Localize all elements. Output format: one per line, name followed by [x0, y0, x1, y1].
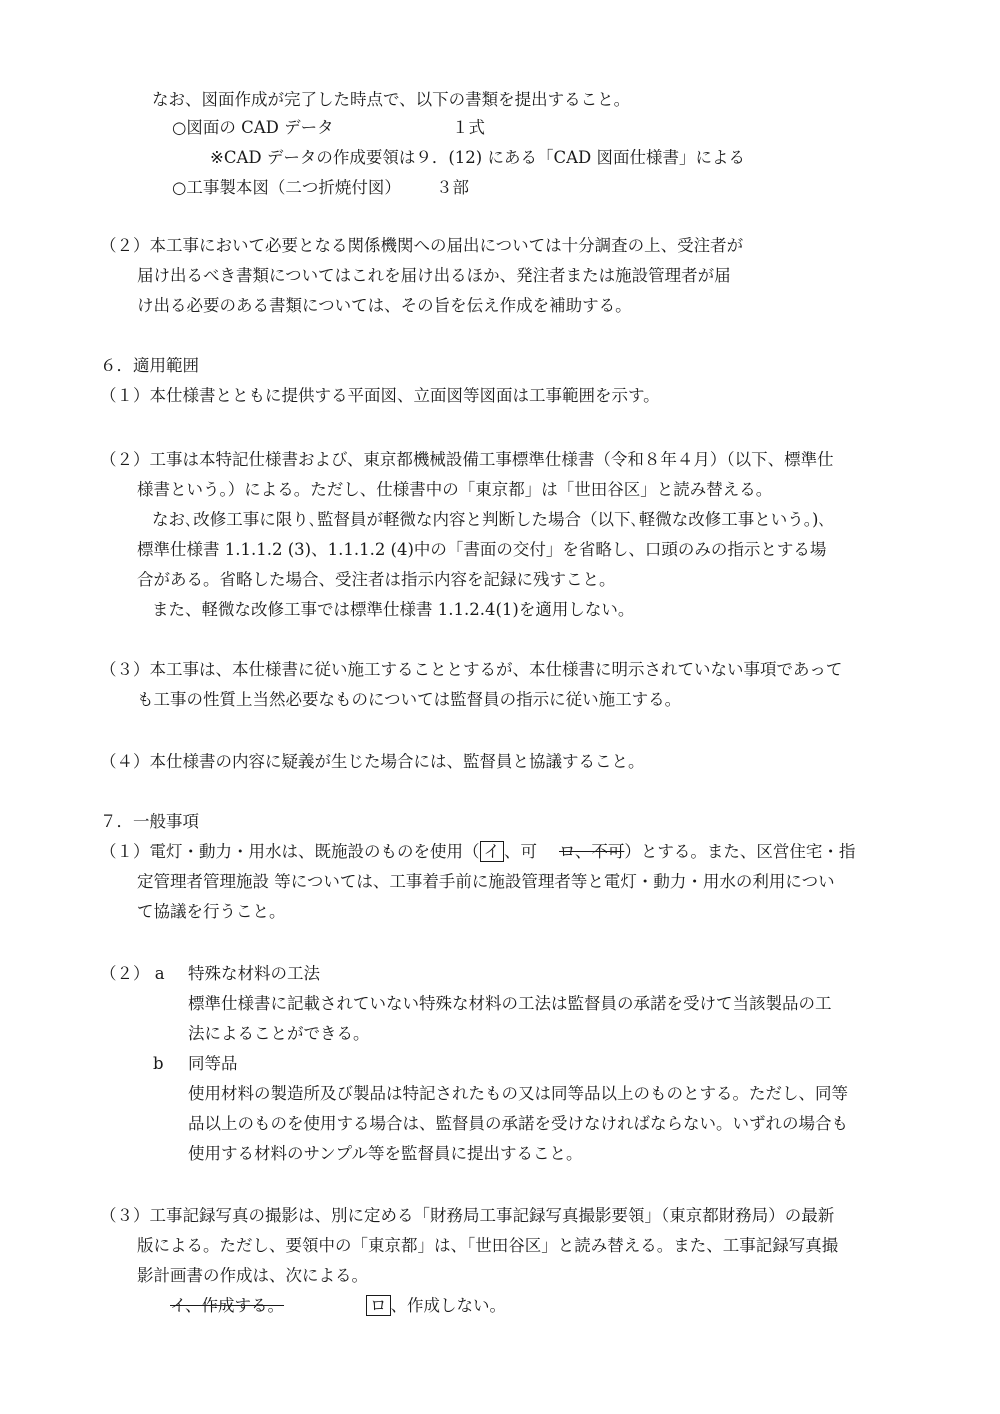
photo-plan-option-ro	[366, 1294, 506, 1318]
sec6-item2-line5: 合がある。省略した場合、受注者は指示内容を記録に残すこと。	[137, 570, 616, 589]
sec6-item2-line2: 様書という。）による。ただし、仕様書中の「東京都」は「世田谷区」と読み替える。	[137, 480, 773, 499]
sec7-item3-line2: 版による。ただし、要領中の「東京都」は、「世田谷区」と読み替える。また、工事記録写真撮	[137, 1236, 839, 1255]
option-ro-struck: ロ、不可	[559, 842, 625, 861]
photo-plan-option-i-struck: イ、作成する。	[170, 1296, 285, 1315]
sec7-item1-line3: て協議を行うこと。	[137, 902, 286, 921]
sec6-item1: （１）本仕様書とともに提供する平面図、立面図等図面は工事範囲を示す。	[100, 386, 660, 405]
bound-drawings-qty: ３部	[436, 178, 469, 197]
equivalent-marker: b	[153, 1054, 164, 1073]
cad-data-note: ※CAD データの作成要領は９．(12) にある「CAD 図面仕様書」による	[210, 148, 745, 167]
equivalent-line1: 使用材料の製造所及び製品は特記されたもの又は同等品以上のものとする。ただし、同等	[188, 1084, 848, 1103]
sec6-item4: （４）本仕様書の内容に疑義が生じた場合には、監督員と協議すること。	[100, 752, 645, 771]
equivalent-line2: 品以上のものを使用する場合は、監督員の承諾を受けなければならない。いずれの場合も	[188, 1114, 848, 1133]
option-ro-tail: 、作成しない。	[390, 1296, 506, 1315]
bound-drawings-label: ○工事製本図（二つ折焼付図）	[172, 178, 401, 197]
sec7-item3-line3: 影計画書の作成は、次による。	[137, 1266, 368, 1285]
option-i-tail: 、可	[504, 842, 537, 861]
section7-heading: ７．一般事項	[100, 812, 199, 831]
item2-line1: （２）本工事において必要となる関係機関への届出については十分調査の上、受注者が	[100, 236, 744, 255]
sec7-item3-line1: （３）工事記録写真の撮影は、別に定める「財務局工事記録写真撮影要領」（東京都財務局）の最新	[100, 1206, 835, 1225]
sec6-item3-line1: （３）本工事は、本仕様書に従い施工することとするが、本仕様書に明示されていない事項であって	[100, 660, 843, 679]
special-materials-line2: 法によることができる。	[188, 1024, 370, 1043]
sec6-item3-line2: も工事の性質上当然必要なものについては監督員の指示に従い施工する。	[137, 690, 682, 709]
option-i-selected: イ	[480, 841, 505, 862]
equivalent-title: 同等品	[188, 1054, 238, 1073]
option-ro-selected: ロ	[366, 1295, 391, 1316]
sec7-item1-line2: 定管理者管理施設 等については、工事着手前に施設管理者等と電灯・動力・用水の利用につい	[137, 872, 835, 891]
item2-line2: 届け出るべき書類についてはこれを届け出るほか、発注者または施設管理者が届	[137, 266, 731, 285]
section6-heading: ６．適用範囲	[100, 356, 199, 375]
sec6-item2-line1: （２）工事は本特記仕様書および、東京都機械設備工事標準仕様書（令和８年４月）（以下、標準仕	[100, 450, 834, 469]
item2-line3: け出る必要のある書類については、その旨を伝え作成を補助する。	[137, 296, 632, 315]
cad-data-label: ○図面の CAD データ	[172, 118, 334, 137]
sec6-item2-line4: 標準仕様書 1.1.1.2 (3)、1.1.1.2 (4)中の「書面の交付」を省略し、口頭のみの指示とする場	[137, 540, 827, 559]
intro-note: なお、図面作成が完了した時点で、以下の書類を提出すること。	[152, 90, 631, 109]
equivalent-line3: 使用する材料のサンプル等を監督員に提出すること。	[188, 1144, 583, 1163]
sec6-item2-line3: なお､改修工事に限り､監督員が軽微な内容と判断した場合（以下､軽微な改修工事という｡)､	[152, 510, 827, 529]
special-materials-line1: 標準仕様書に記載されていない特殊な材料の工法は監督員の承諾を受けて当該製品の工	[188, 994, 832, 1013]
sec6-item2-line6: また、軽微な改修工事では標準仕様書 1.1.2.4(1)を適用しない。	[152, 600, 635, 619]
sec7-item1-text-a: （１）電灯・動力・用水は、既施設のものを使用（	[100, 842, 480, 861]
sec7-item1-line1	[100, 840, 855, 864]
special-materials-title: 特殊な材料の工法	[188, 964, 320, 983]
sec7-item2-prefix: （２） a	[100, 964, 165, 983]
sec7-item1-text-b: ）とする。また、区営住宅・指	[624, 842, 856, 861]
cad-data-qty: １式	[452, 118, 485, 137]
